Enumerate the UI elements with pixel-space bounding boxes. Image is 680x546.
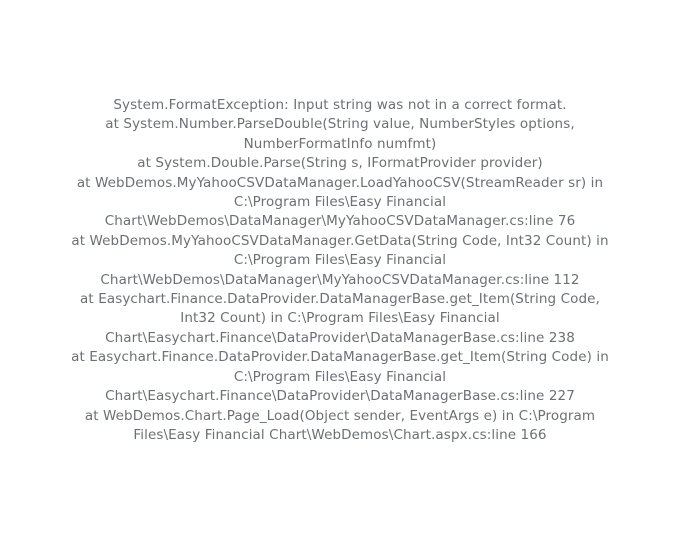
trace-line: at WebDemos.MyYahooCSVDataManager.LoadYahooCSV(StreamReader sr) in	[76, 174, 604, 191]
trace-line: Chart\WebDemos\DataManager\MyYahooCSVDataManager.cs:line 76	[104, 213, 576, 230]
trace-line: at WebDemos.Chart.Page_Load(Object sender, EventArgs e) in C:\Program	[84, 407, 596, 424]
trace-line: at Easychart.Finance.DataProvider.DataManagerBase.get_Item(String Code,	[80, 291, 600, 308]
error-stack-trace	[28, 96, 652, 445]
trace-line: Chart\Easychart.Finance\DataProvider\DataManagerBase.cs:line 227	[105, 388, 575, 405]
trace-line: Chart\WebDemos\DataManager\MyYahooCSVDataManager.cs:line 112	[100, 271, 580, 288]
trace-line: Files\Easy Financial Chart\WebDemos\Chart.aspx.cs:line 166	[133, 426, 547, 443]
trace-line: Int32 Count) in C:\Program Files\Easy Financial	[180, 310, 500, 327]
trace-line: at Easychart.Finance.DataProvider.DataManagerBase.get_Item(String Code) in	[71, 349, 609, 366]
exception-message-line: System.FormatException: Input string was not in a correct format.	[113, 97, 567, 113]
trace-line: Chart\Easychart.Finance\DataProvider\DataManagerBase.cs:line 238	[105, 329, 575, 346]
trace-line: at System.Number.ParseDouble(String value, NumberStyles options,	[105, 116, 575, 133]
trace-line: at System.Double.Parse(String s, IFormatProvider provider)	[137, 155, 543, 172]
trace-line: C:\Program Files\Easy Financial	[233, 368, 447, 385]
trace-line: NumberFormatInfo numfmt)	[243, 135, 437, 152]
trace-line: at WebDemos.MyYahooCSVDataManager.GetData(String Code, Int32 Count) in	[71, 232, 609, 249]
trace-line: C:\Program Files\Easy Financial	[233, 194, 447, 211]
trace-line: C:\Program Files\Easy Financial	[233, 252, 447, 269]
